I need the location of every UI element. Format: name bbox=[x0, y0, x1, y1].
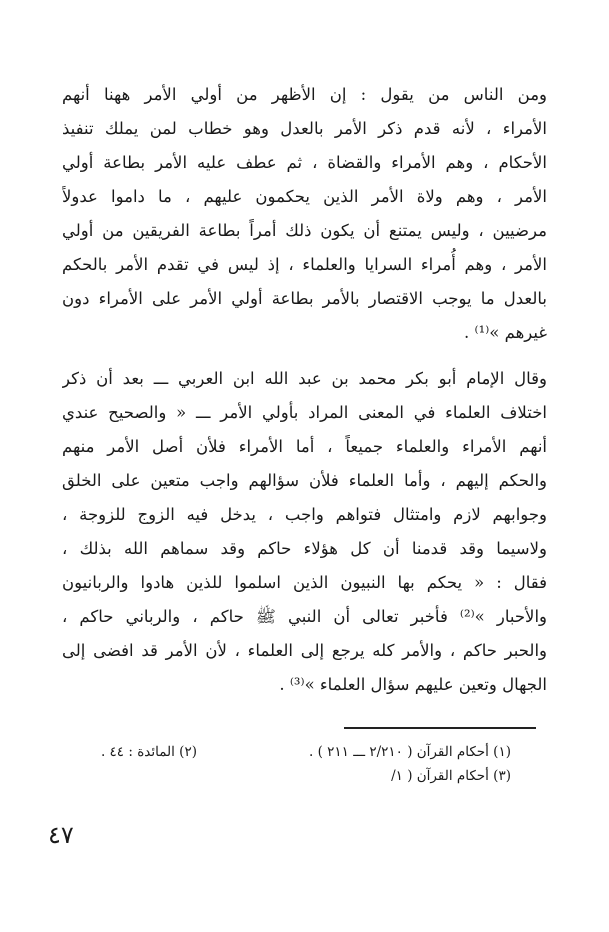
footnote-2: (٢) المائدة : ٤٤ . bbox=[100, 744, 197, 760]
text-line: فقال : « يحكم بها النبيون الذين اسلموا للذين هادوا والربانيون bbox=[62, 573, 547, 592]
text-line: الأحكام ، وهم الأمراء والقضاة ، ثم عطف عليه الأمر بطاعة أولي bbox=[62, 153, 547, 172]
text-line: الجهال وتعين عليهم سؤال العلماء »⁽³⁾ . bbox=[279, 675, 547, 694]
text-line: بالعدل ما يوجب الاقتصار بالأمر بطاعة أولي الأمر على الأمراء دون bbox=[62, 289, 547, 308]
text-line: وقال الإمام أبو بكر محمد بن عبد الله ابن العربي ـــ بعد أن ذكر bbox=[62, 369, 547, 388]
text-line: غيرهم »⁽¹⁾ . bbox=[464, 323, 547, 342]
footnote-separator bbox=[344, 727, 536, 729]
text-line: الأمر ، وهم أُمراء السرايا والعلماء ، إذ ليس في تقدم الأمر بالحكم bbox=[62, 255, 547, 274]
footnote-3: (٣) أحكام القرآن ( ١/ bbox=[391, 768, 511, 784]
text-line: ولاسيما وقد قدمنا أن كل هؤلاء حاكم وقد سماهم الله بذلك ، bbox=[62, 539, 547, 558]
paragraph-1 bbox=[62, 78, 547, 350]
text-line: وجوابهم لازم وامتثال فتواهم واجب ، يدخل فيه الزوج للزوجة ، bbox=[62, 505, 547, 524]
text-line: ومن الناس من يقول : إن الأظهر من أولي الأمر ههنا أنهم bbox=[62, 85, 547, 104]
text-line: الأمراء ، لأنه قدم ذكر الأمر بالعدل وهو خطاب لمن يملك تنفيذ bbox=[62, 119, 547, 138]
footnote-1: (١) أحكام القرآن ( ٢/٢١٠ ـــ ٢١١ ) . bbox=[309, 744, 511, 760]
page-number: ٤٧ bbox=[48, 821, 74, 849]
text-line: والحكم إليهم ، وأما العلماء فلأن سؤالهم واجب متعين على الخلق bbox=[62, 471, 547, 490]
text-line: مرضيين ، وليس يمتنع أن يكون ذلك أمراً بطاعة الفريقين من أولي bbox=[62, 221, 547, 240]
text-line: والحبر حاكم ، والأمر كله يرجع إلى العلماء ، لأن الأمر قد افضى إلى bbox=[62, 641, 547, 660]
text-line: أنهم الأمراء والعلماء جميعاً ، أما الأمراء فلأن أصل الأمر منهم bbox=[62, 437, 547, 456]
text-line: اختلاف العلماء في المعنى المراد بأولي الأمر ـــ « والصحيح عندي bbox=[62, 403, 547, 422]
paragraph-2 bbox=[62, 362, 547, 702]
text-line: الأمر ، وهم ولاة الأمر الذين يحكمون عليهم ، ما داموا عدولاً bbox=[62, 187, 547, 206]
text-line: والأحبار »⁽²⁾ فأخبر تعالى أن النبي ﷺ حاكم ، والرباني حاكم ، bbox=[62, 607, 547, 626]
